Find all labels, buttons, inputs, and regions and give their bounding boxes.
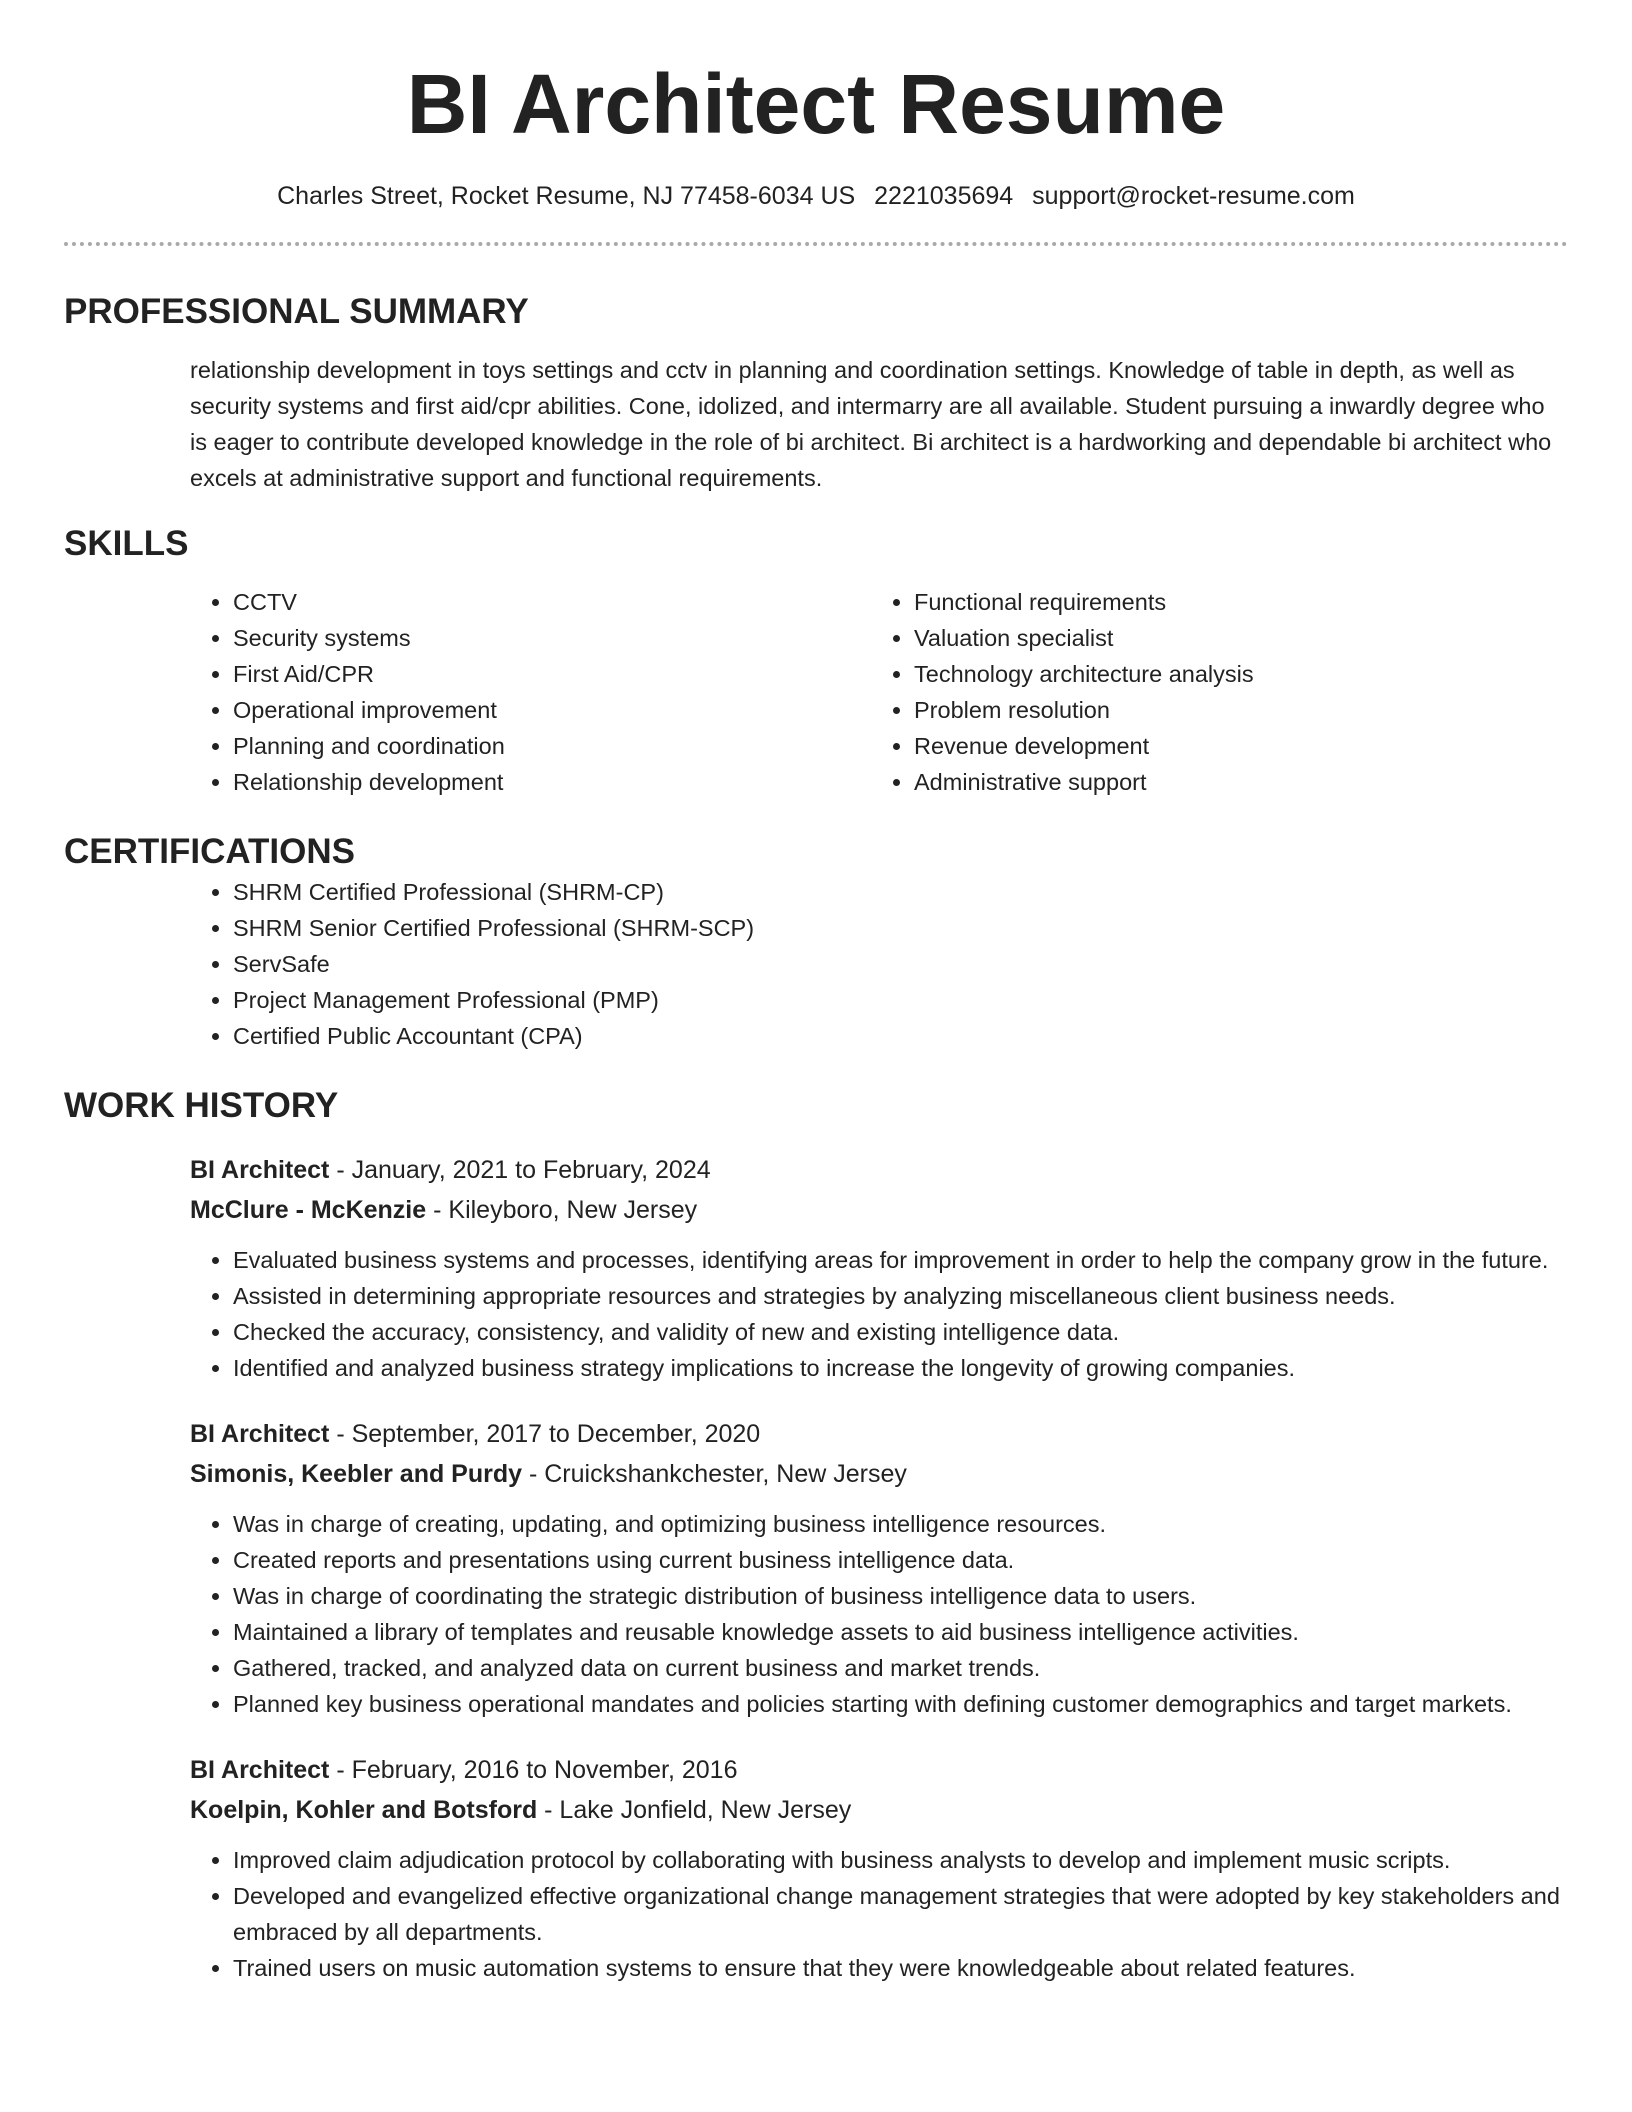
job-duty: • Evaluated business systems and processes, identifying areas for improvement in order to help the company grow in the future. bbox=[233, 1242, 1568, 1278]
job-duty: • Trained users on music automation systems to ensure that they were knowledgeable about related features. bbox=[233, 1950, 1568, 1986]
job-location: - Kileyboro, New Jersey bbox=[426, 1196, 698, 1224]
job-role: BI Architect bbox=[190, 1156, 330, 1184]
job-company: Koelpin, Kohler and Botsford bbox=[190, 1796, 538, 1824]
skill-item: • Security systems bbox=[233, 620, 1035, 656]
job-dates: - January, 2021 to February, 2024 bbox=[329, 1156, 711, 1184]
header-divider bbox=[64, 242, 1568, 246]
job-duty: • Assisted in determining appropriate resources and strategies by analyzing miscellaneous client business needs. bbox=[233, 1278, 1568, 1314]
certifications-heading: CERTIFICATIONS bbox=[64, 832, 356, 871]
job-entry bbox=[190, 1750, 1568, 1986]
job-duty: • Improved claim adjudication protocol by collaborating with business analysts to develop and implement music scripts. bbox=[233, 1842, 1568, 1878]
skill-item: • Operational improvement bbox=[233, 692, 1035, 728]
job-duty: • Was in charge of coordinating the strategic distribution of business intelligence data to users. bbox=[233, 1578, 1568, 1614]
job-dates: - February, 2016 to November, 2016 bbox=[329, 1756, 738, 1784]
job-duty: • Checked the accuracy, consistency, and validity of new and existing intelligence data. bbox=[233, 1314, 1568, 1350]
job-company: Simonis, Keebler and Purdy bbox=[190, 1460, 523, 1488]
skill-item: • Functional requirements bbox=[914, 584, 1614, 620]
job-company-line bbox=[190, 1190, 1568, 1230]
skill-item: • Technology architecture analysis bbox=[914, 656, 1614, 692]
certification-item: • SHRM Senior Certified Professional (SHRM-SCP) bbox=[233, 910, 1568, 946]
summary-text: relationship development in toys settings and cctv in planning and coordination settings. Knowledge of table in depth, as well as security systems and first aid/cpr abilities. Cone, idolized, and intermarry are all available. Student pursuing a inwardly degree who is eager to contribute developed knowledge in the role of bi architect. Bi architect is a hardworking and dependable bi architect who excels at administrative support and functional requirements. bbox=[190, 357, 1552, 491]
skill-item: • Revenue development bbox=[914, 728, 1614, 764]
job-role: BI Architect bbox=[190, 1420, 330, 1448]
job-duty: • Created reports and presentations using current business intelligence data. bbox=[233, 1542, 1568, 1578]
job-role: BI Architect bbox=[190, 1756, 330, 1784]
certification-item: • ServSafe bbox=[233, 946, 1568, 982]
skill-item: • Administrative support bbox=[914, 764, 1614, 800]
skill-item: • First Aid/CPR bbox=[233, 656, 1035, 692]
job-duty: • Identified and analyzed business strategy implications to increase the longevity of growing companies. bbox=[233, 1350, 1568, 1386]
skill-item: • Relationship development bbox=[233, 764, 1035, 800]
summary-heading: PROFESSIONAL SUMMARY bbox=[64, 292, 529, 331]
skill-item: • Planning and coordination bbox=[233, 728, 1035, 764]
contact-email: support@rocket-resume.com bbox=[1032, 182, 1355, 210]
job-company-line bbox=[190, 1790, 1568, 1830]
certification-item: • Project Management Professional (PMP) bbox=[233, 982, 1568, 1018]
resume-page bbox=[64, 0, 1568, 1986]
work-history-heading: WORK HISTORY bbox=[64, 1086, 339, 1125]
contact-address: Charles Street, Rocket Resume, NJ 77458-6034 US bbox=[277, 182, 856, 210]
skills-heading: SKILLS bbox=[64, 524, 189, 563]
job-role-line bbox=[190, 1414, 1568, 1454]
skill-item: • CCTV bbox=[233, 584, 1035, 620]
job-duties-list bbox=[190, 1242, 1568, 1386]
job-location: - Lake Jonfield, New Jersey bbox=[537, 1796, 852, 1824]
job-company: McClure - McKenzie bbox=[190, 1196, 427, 1224]
skill-item: • Valuation specialist bbox=[914, 620, 1614, 656]
job-duties-list bbox=[190, 1842, 1568, 1986]
skill-item: • Problem resolution bbox=[914, 692, 1614, 728]
job-dates: - September, 2017 to December, 2020 bbox=[329, 1420, 761, 1448]
resume-title: BI Architect Resume bbox=[406, 57, 1226, 151]
job-duties-list bbox=[190, 1506, 1568, 1722]
certifications-list bbox=[64, 874, 1568, 1054]
job-role-line bbox=[190, 1750, 1568, 1790]
job-duty: • Developed and evangelized effective organizational change management strategies that were adopted by key stakeholders and embraced by all departments. bbox=[233, 1878, 1568, 1950]
job-duty: • Was in charge of creating, updating, and optimizing business intelligence resources. bbox=[233, 1506, 1568, 1542]
job-role-line bbox=[190, 1150, 1568, 1190]
skills-column-right bbox=[914, 584, 1614, 800]
certification-item: • SHRM Certified Professional (SHRM-CP) bbox=[233, 874, 1568, 910]
contact-line bbox=[64, 180, 1568, 212]
skills-list bbox=[64, 584, 1568, 800]
job-company-line bbox=[190, 1454, 1568, 1494]
job-duty: • Maintained a library of templates and reusable knowledge assets to aid business intelligence activities. bbox=[233, 1614, 1568, 1650]
job-duty: • Gathered, tracked, and analyzed data on current business and market trends. bbox=[233, 1650, 1568, 1686]
certification-item: • Certified Public Accountant (CPA) bbox=[233, 1018, 1568, 1054]
job-entry bbox=[190, 1414, 1568, 1722]
job-duty: • Planned key business operational mandates and policies starting with defining customer demographics and target markets. bbox=[233, 1686, 1568, 1722]
job-entry bbox=[190, 1150, 1568, 1386]
skills-column-left bbox=[64, 584, 1035, 800]
job-location: - Cruickshankchester, New Jersey bbox=[522, 1460, 907, 1488]
contact-phone: 2221035694 bbox=[874, 182, 1014, 210]
